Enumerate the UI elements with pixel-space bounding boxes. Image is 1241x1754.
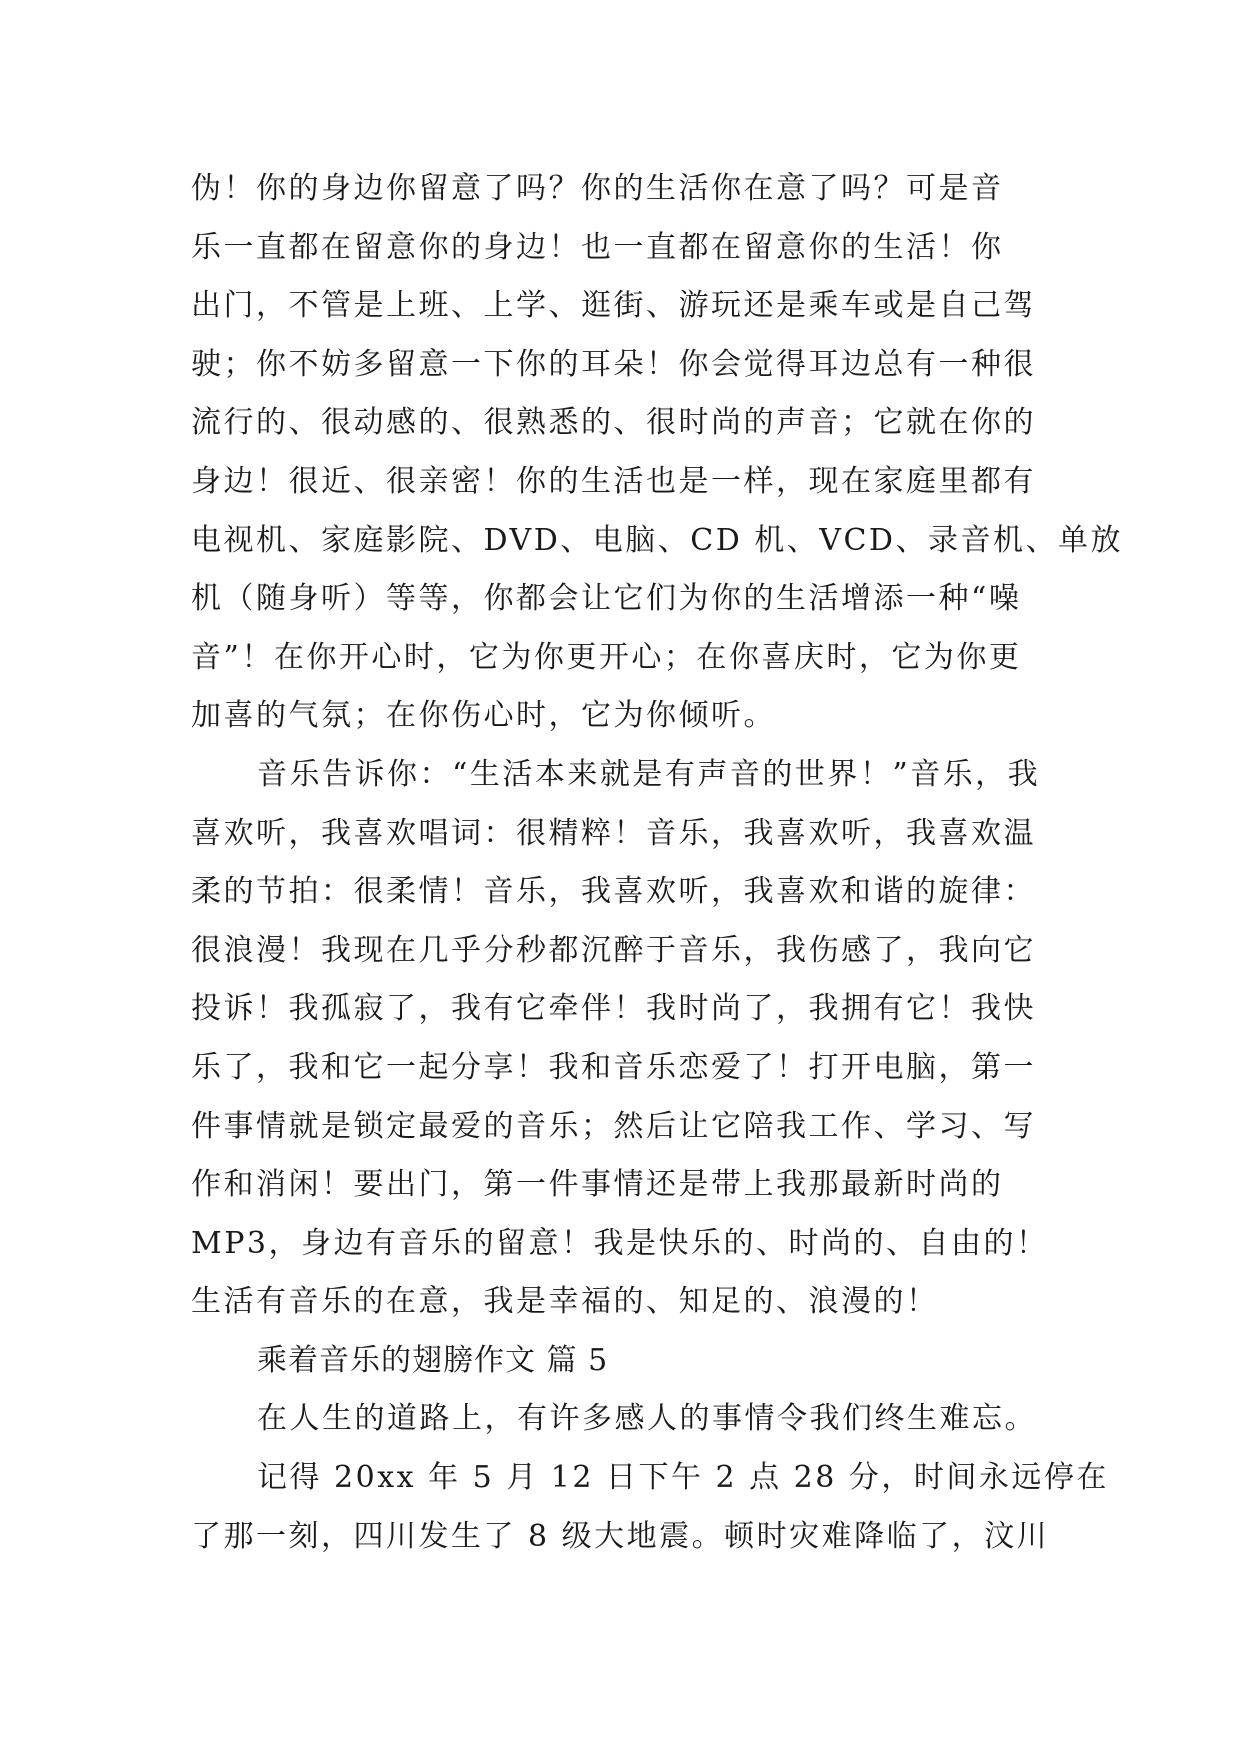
text-line: 件事情就是锁定最爱的音乐；然后让它陪我工作、学习、写 [191, 1108, 1036, 1144]
text-line: 流行的、很动感的、很熟悉的、很时尚的声音；它就在你的 [191, 405, 1036, 441]
paragraph-first-line: 在人生的道路上，有许多感人的事情令我们终生难忘。 [257, 1401, 1037, 1437]
text-line: 很浪漫！我现在几乎分秒都沉醉于音乐，我伤感了，我向它 [191, 932, 1036, 968]
section-heading: 乘着音乐的翅膀作文 篇 5 [257, 1342, 609, 1378]
text-line: 电视机、家庭影院、DVD、电脑、CD 机、VCD、录音机、单放 [191, 522, 1123, 558]
text-line: 投诉！我孤寂了，我有它牵伴！我时尚了，我拥有它！我快 [191, 991, 1036, 1027]
text-line: 柔的节拍：很柔情！音乐，我喜欢听，我喜欢和谐的旋律： [191, 874, 1036, 910]
text-line: 作和消闲！要出门，第一件事情还是带上我那最新时尚的 [191, 1167, 1004, 1203]
text-line: 音”！在你开心时，它为你更开心；在你喜庆时，它为你更 [191, 639, 1022, 675]
text-line: 生活有音乐的在意，我是幸福的、知足的、浪漫的！ [191, 1284, 939, 1320]
paragraph-first-line: 记得 20xx 年 5 月 12 日下午 2 点 28 分，时间永远停在 [257, 1460, 1109, 1496]
text-line: 驶；你不妨多留意一下你的耳朵！你会觉得耳边总有一种很 [191, 346, 1036, 382]
text-line: 乐一直都在留意你的身边！也一直都在留意你的生活！你 [191, 229, 1004, 265]
text-line: 出门，不管是上班、上学、逛街、游玩还是乘车或是自己驾 [191, 288, 1036, 324]
paragraph-first-line: 音乐告诉你：“生活本来就是有声音的世界！”音乐，我 [257, 756, 1041, 792]
text-line: 身边！很近、很亲密！你的生活也是一样，现在家庭里都有 [191, 463, 1036, 499]
text-line: MP3，身边有音乐的留意！我是快乐的、时尚的、自由的！ [191, 1225, 1049, 1261]
text-line: 伪！你的身边你留意了吗？你的生活你在意了吗？可是音 [191, 171, 1004, 206]
text-line: 乐了，我和它一起分享！我和音乐恋爱了！打开电脑，第一 [191, 1049, 1036, 1085]
text-line: 了那一刻，四川发生了 8 级大地震。顿时灾难降临了，汶川 [191, 1518, 1050, 1554]
document-body [191, 160, 1123, 1566]
text-line: 机（随身听）等等，你都会让它们为你的生活增添一种“噪 [191, 581, 1022, 617]
text-line: 加喜的气氛；在你伤心时，它为你倾听。 [191, 698, 776, 734]
text-line: 喜欢听，我喜欢唱词：很精粹！音乐，我喜欢听，我喜欢温 [191, 815, 1036, 851]
